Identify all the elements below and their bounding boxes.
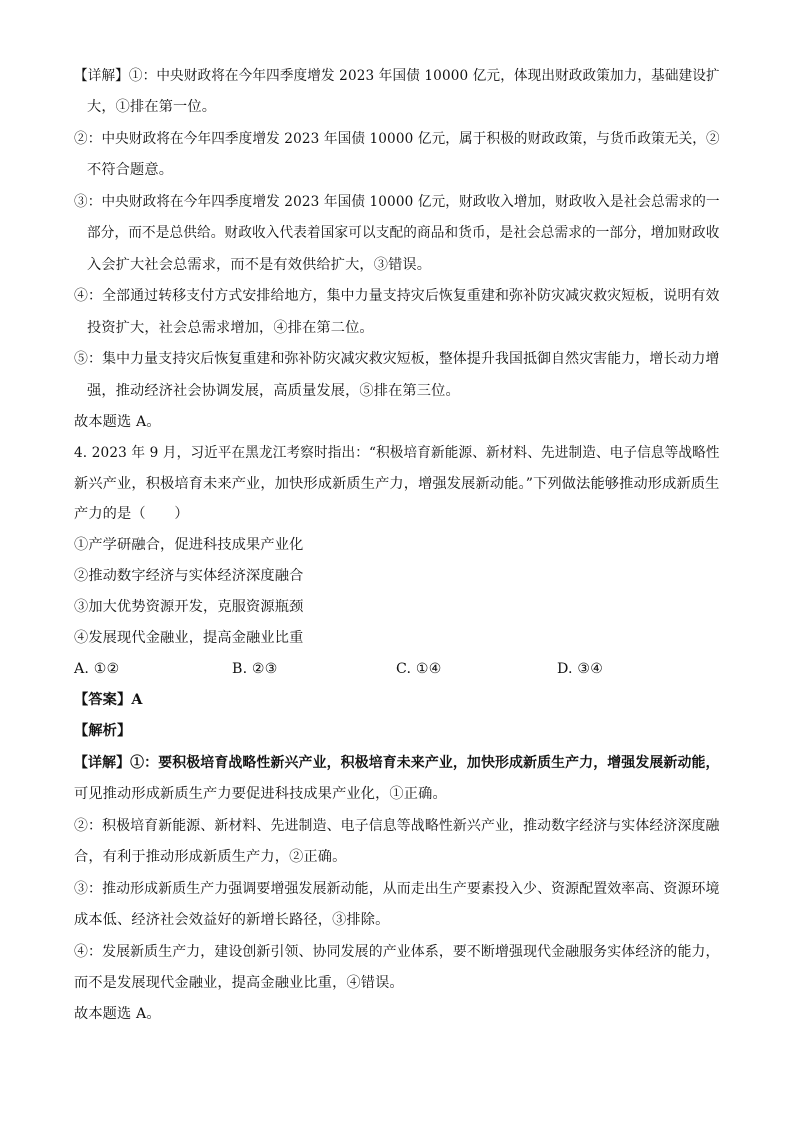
statement-4: ④发展现代金融业，提高金融业比重	[74, 630, 304, 646]
detail4-line: 而不是发展现代金融业，提高金融业比重，④错误。	[74, 975, 404, 991]
detail1-line: 大，①排在第一位。	[87, 99, 217, 115]
detail4-line: 可见推动形成新质生产力要促进科技成果产业化，①正确。	[74, 786, 447, 802]
detail4-line: ④：发展新质生产力，建设创新引领、协同发展的产业体系，要不断增强现代金融服务实体经济的能力，	[74, 944, 720, 960]
option-b: B. ②③	[232, 661, 278, 677]
detail1-line: ④：全部通过转移支付方式安排给地方，集中力量支持灾后恢复重建和弥补防灾减灾救灾短板，说明有效	[74, 288, 720, 304]
detail4-line: 【详解】①：要积极培育战略性新兴产业，积极培育未来产业，加快形成新质生产力，增强发展新动能，	[74, 755, 720, 771]
detail1-line: 部分，而不是总供给。财政收入代表着国家可以支配的商品和货币，是社会总需求的一部分，增加财政收	[87, 225, 720, 241]
detail4-line: 成本低、经济社会效益好的新增长路径，③排除。	[74, 912, 390, 928]
detail1-line: 不符合题意。	[87, 162, 174, 178]
detail1-conclusion: 故本题选 A。	[74, 414, 161, 430]
detail1-line: 入会扩大社会总需求，而不是有效供给扩大，③错误。	[87, 257, 432, 273]
question4-stem-line: 新兴产业，积极培育未来产业，加快形成新质生产力，增强发展新动能。”下列做法能够推动形成新质生	[74, 476, 720, 492]
option-c: C. ①④	[396, 661, 442, 677]
statement-2: ②推动数字经济与实体经济深度融合	[74, 568, 304, 584]
analysis-label: 【解析】	[74, 723, 132, 739]
statement-3: ③加大优势资源开发，克服资源瓶颈	[74, 599, 304, 615]
detail1-line: ③：中央财政将在今年四季度增发 2023 年国债 10000 亿元，财政收入增加，财政收入是社会总需求的一	[74, 194, 720, 210]
question4-stem-line: 4. 2023 年 9 月，习近平在黑龙江考察时指出：“积极培育新能源、新材料、先进制造、电子信息等战略性	[74, 445, 720, 461]
detail1-line: 强，推动经济社会协调发展，高质量发展，⑤排在第三位。	[87, 383, 460, 399]
option-d: D. ③④	[557, 661, 604, 677]
detail1-line: ⑤：集中力量支持灾后恢复重建和弥补防灾减灾救灾短板，整体提升我国抵御自然灾害能力，增长动力增	[74, 351, 720, 367]
question4-stem-line: 产力的是（ ）	[74, 506, 189, 522]
detail1-line: 投资扩大，社会总需求增加，④排在第二位。	[87, 320, 374, 336]
detail4-line: ③：推动形成新质生产力强调要增强发展新动能，从而走出生产要素投入少、资源配置效率高、资源环境	[74, 881, 720, 897]
answer-label: 【答案】A	[74, 692, 143, 708]
option-a: A. ①②	[74, 661, 120, 677]
detail4-line: ②：积极培育新能源、新材料、先进制造、电子信息等战略性新兴产业，推动数字经济与实体经济深度融	[74, 818, 720, 834]
detail1-line: ②：中央财政将在今年四季度增发 2023 年国债 10000 亿元，属于积极的财政政策，与货币政策无关，②	[74, 131, 720, 147]
detail1-line: 【详解】①：中央财政将在今年四季度增发 2023 年国债 10000 亿元，体现出财政政策加力，基础建设扩	[74, 68, 720, 84]
statement-1: ①产学研融合，促进科技成果产业化	[74, 537, 304, 553]
detail4-line: 合，有利于推动形成新质生产力，②正确。	[74, 849, 347, 865]
detail4-conclusion: 故本题选 A。	[74, 1006, 161, 1022]
